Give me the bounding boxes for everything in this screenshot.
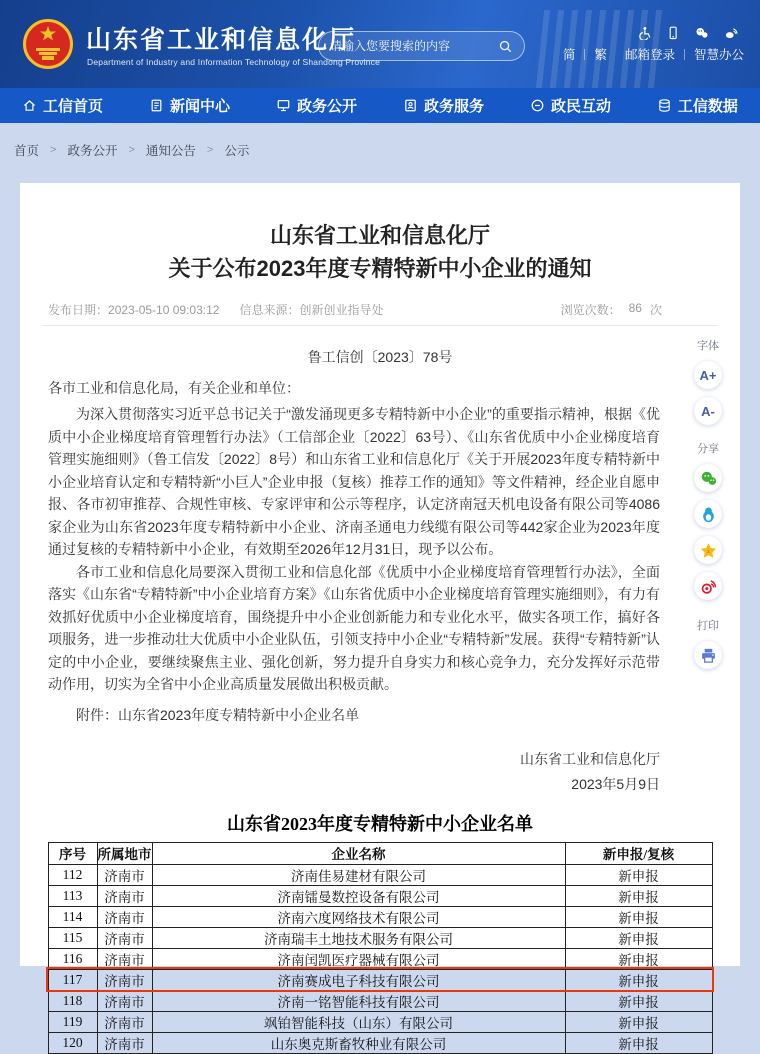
cell-company: 济南六度网络技术有限公司 xyxy=(152,906,565,927)
salutation: 各市工业和信息化局，有关企业和单位： xyxy=(48,380,300,396)
article-card xyxy=(20,183,740,1052)
views-unit: 次 xyxy=(649,303,662,317)
printer-icon xyxy=(700,647,717,664)
cell-no: 118 xyxy=(48,990,97,1011)
cell-status: 新申报 xyxy=(565,969,712,990)
site-title: 山东省工业和信息化厅 xyxy=(86,26,357,54)
cell-city: 济南市 xyxy=(97,990,152,1011)
breadcrumb-item[interactable]: 政务公开 xyxy=(67,144,118,158)
cell-no: 117 xyxy=(48,969,97,990)
nav-item-政务公开[interactable] xyxy=(276,95,357,116)
cell-status: 新申报 xyxy=(565,1032,712,1053)
nav-item-label: 新闻中心 xyxy=(169,98,230,115)
nav-item-政务服务[interactable] xyxy=(403,95,484,116)
source-value: 创新创业指导处 xyxy=(299,303,384,317)
table-header-cell: 序号 xyxy=(48,842,97,864)
share-qzone-button[interactable] xyxy=(694,536,722,564)
font-increase-button[interactable]: A+ xyxy=(694,361,722,389)
nav-item-label: 政务公开 xyxy=(296,98,357,115)
body-paragraph: 各市工业和信息化局要深入贯彻工业和信息化部《优质中小企业梯度培育管理暂行办法》，全面落实《山东省“专精特新”中小企业培育方案》《山东省优质中小企业梯度培育管理实施细则》，有力有效抓好优质中小企业梯度培育，围绕提升中小企业创新能力和专业化水平，做实各项工作，搞好各项服务，进一步推动壮大优质中小企业队伍，引领支持中小企业“专精特新”发展。获得“专精特新”认定的中小企业，要继续聚焦主业、强化创新，努力提升自身实力和核心竞争力，充分发挥好示范带动作用，切实为全省中小企业高质量发展做出积极贡献。 xyxy=(48,563,660,692)
font-decrease-button[interactable]: A- xyxy=(694,397,722,425)
smart-office-link[interactable]: 智慧办公 xyxy=(693,48,744,62)
breadcrumb-item[interactable]: 首页 xyxy=(14,144,40,158)
side-toolbar xyxy=(688,337,728,669)
cell-city: 济南市 xyxy=(97,885,152,906)
cell-no: 114 xyxy=(48,906,97,927)
cell-city: 济南市 xyxy=(97,969,152,990)
breadcrumb-item[interactable]: 公示 xyxy=(224,144,250,158)
table-row xyxy=(48,927,712,948)
table-row xyxy=(48,1032,712,1053)
article-body xyxy=(20,403,740,696)
gov-open-icon xyxy=(276,98,291,113)
nav-item-工信首页[interactable] xyxy=(22,95,103,116)
table-row-highlighted xyxy=(48,969,712,990)
article-meta xyxy=(48,301,712,316)
site-header xyxy=(0,0,760,88)
table-header-cell: 企业名称 xyxy=(152,842,565,864)
gov-service-icon xyxy=(403,98,418,113)
cell-status: 新申报 xyxy=(565,1011,712,1032)
cell-status: 新申报 xyxy=(565,990,712,1011)
breadcrumb-separator: > xyxy=(206,144,214,156)
home-icon xyxy=(22,98,37,113)
cell-no: 113 xyxy=(48,885,97,906)
cell-status: 新申报 xyxy=(565,864,712,885)
cell-no: 115 xyxy=(48,927,97,948)
cell-status: 新申报 xyxy=(565,906,712,927)
cell-no: 112 xyxy=(48,864,97,885)
cell-status: 新申报 xyxy=(565,885,712,906)
main-nav xyxy=(0,88,760,123)
nav-item-政民互动[interactable] xyxy=(530,95,611,116)
accessibility-icon[interactable] xyxy=(637,26,651,40)
page-title-line2: 关于公布2023年度专精特新中小企业的通知 xyxy=(168,256,592,281)
table-header-cell: 所属地市 xyxy=(97,842,152,864)
cell-company: 济南镭曼数控设备有限公司 xyxy=(152,885,565,906)
lang-simplified-link[interactable]: 简 xyxy=(562,48,576,62)
table-row xyxy=(48,885,712,906)
cell-city: 济南市 xyxy=(97,948,152,969)
search-bar[interactable] xyxy=(318,31,525,61)
table-row xyxy=(48,1011,712,1032)
cell-company: 山东奥克斯畜牧种业有限公司 xyxy=(152,1032,565,1053)
cell-no: 116 xyxy=(48,948,97,969)
cell-company: 济南赛成电子科技有限公司 xyxy=(152,969,565,990)
cell-city: 济南市 xyxy=(97,1011,152,1032)
nav-item-label: 工信数据 xyxy=(677,98,738,115)
cell-company: 飒铂智能科技（山东）有限公司 xyxy=(152,1011,565,1032)
cell-company: 济南闰凯医疗器械有限公司 xyxy=(152,948,565,969)
share-weibo-button[interactable] xyxy=(694,572,722,600)
data-icon xyxy=(657,98,672,113)
wechat-icon[interactable] xyxy=(695,26,709,40)
publish-date-label: 发布日期： xyxy=(48,303,109,317)
cell-no: 119 xyxy=(48,1011,97,1032)
body-paragraph: 为深入贯彻落实习近平总书记关于“激发涌现更多专精特新中小企业”的重要指示精神，根据《优质中小企业梯度培育管理暂行办法》（工信部企业〔2022〕63号）、《山东省优质中小企业梯度培育管理实施细则》（鲁工信发〔2022〕8号）和山东省工业和信息化厅《关于开展2023年度专精特新中小企业培育认定和专精特新“小巨人”企业申报（复核）推荐工作的通知》等文件精神，经企业自愿申报、各市初审推荐、合规性审核、专家评审和公示等程序，认定济南冠天机电设备有限公司等4086家企业为山东省2023年度专精特新中小企业、济南圣通电力线缆有限公司等442家企业为2023年度通过复核的专精特新中小企业，有效期至2026年12月31日，现予以公布。 xyxy=(48,406,660,557)
header-quick-icons xyxy=(637,26,738,40)
cell-status: 新申报 xyxy=(565,927,712,948)
wechat-icon xyxy=(700,470,717,487)
share-wechat-button[interactable] xyxy=(694,464,722,492)
table-header-cell: 新申报/复核 xyxy=(565,842,712,864)
search-input[interactable] xyxy=(330,39,498,53)
attachment-line: 附件：山东省2023年度专精特新中小企业名单 xyxy=(76,706,360,723)
cell-company: 济南一铭智能科技有限公司 xyxy=(152,990,565,1011)
cell-status: 新申报 xyxy=(565,948,712,969)
link-separator xyxy=(684,49,685,60)
qq-icon xyxy=(700,506,717,523)
nav-item-新闻中心[interactable] xyxy=(149,95,230,116)
cell-company: 济南瑞丰土地技术服务有限公司 xyxy=(152,927,565,948)
mobile-version-icon[interactable] xyxy=(666,26,680,40)
source-label: 信息来源： xyxy=(239,303,300,317)
font-size-label: 字体 xyxy=(697,340,719,352)
weibo-icon xyxy=(700,578,717,595)
cell-city: 济南市 xyxy=(97,906,152,927)
header-links xyxy=(563,45,744,63)
cell-city: 济南市 xyxy=(97,1032,152,1053)
table-row xyxy=(48,990,712,1011)
nav-item-工信数据[interactable] xyxy=(657,95,738,116)
cell-city: 济南市 xyxy=(97,864,152,885)
cell-no: 120 xyxy=(48,1032,97,1053)
interaction-icon xyxy=(530,98,545,113)
cell-city: 济南市 xyxy=(97,927,152,948)
views-label: 浏览次数： xyxy=(560,303,621,317)
document-number: 鲁工信创〔2023〕78号 xyxy=(307,349,453,365)
lang-traditional-link[interactable]: 繁 xyxy=(594,48,607,62)
share-qq-button[interactable] xyxy=(694,500,722,528)
nav-item-label: 政民互动 xyxy=(550,98,611,115)
weibo-icon[interactable] xyxy=(724,26,738,40)
publish-date: 2023-05-10 09:03:12 xyxy=(108,303,220,317)
news-icon xyxy=(149,98,164,113)
qzone-star-icon xyxy=(700,542,717,559)
search-icon[interactable] xyxy=(498,39,513,54)
link-separator xyxy=(584,49,585,60)
share-label: 分享 xyxy=(697,443,719,455)
breadcrumb xyxy=(14,141,249,159)
national-emblem-logo xyxy=(22,16,74,72)
signoff xyxy=(20,747,660,797)
nav-item-label: 工信首页 xyxy=(43,98,104,115)
svg-text:z: z xyxy=(706,548,710,555)
views-count: 86 xyxy=(628,301,642,315)
page-title xyxy=(20,183,740,285)
breadcrumb-item[interactable]: 通知公告 xyxy=(145,144,196,158)
meta-divider xyxy=(42,325,718,326)
site-subtitle: Department of Industry and Information Technology of Shandong Province xyxy=(87,57,381,67)
table-row xyxy=(48,864,712,885)
company-table xyxy=(48,842,713,1054)
table-header-row xyxy=(48,842,712,864)
breadcrumb-separator: > xyxy=(50,144,57,156)
table-row xyxy=(48,906,712,927)
signoff-date: 2023年5月9日 xyxy=(571,775,660,792)
mail-login-link[interactable]: 邮箱登录 xyxy=(624,48,675,62)
print-button[interactable] xyxy=(694,641,722,669)
nav-item-label: 政务服务 xyxy=(423,98,484,115)
page-title-line1: 山东省工业和信息化厅 xyxy=(269,223,490,248)
cell-company: 济南佳易建材有限公司 xyxy=(152,864,565,885)
signoff-org: 山东省工业和信息化厅 xyxy=(520,750,660,767)
table-title: 山东省2023年度专精特新中小企业名单 xyxy=(227,813,533,834)
breadcrumb-separator: > xyxy=(128,144,135,156)
print-label: 打印 xyxy=(697,620,719,632)
